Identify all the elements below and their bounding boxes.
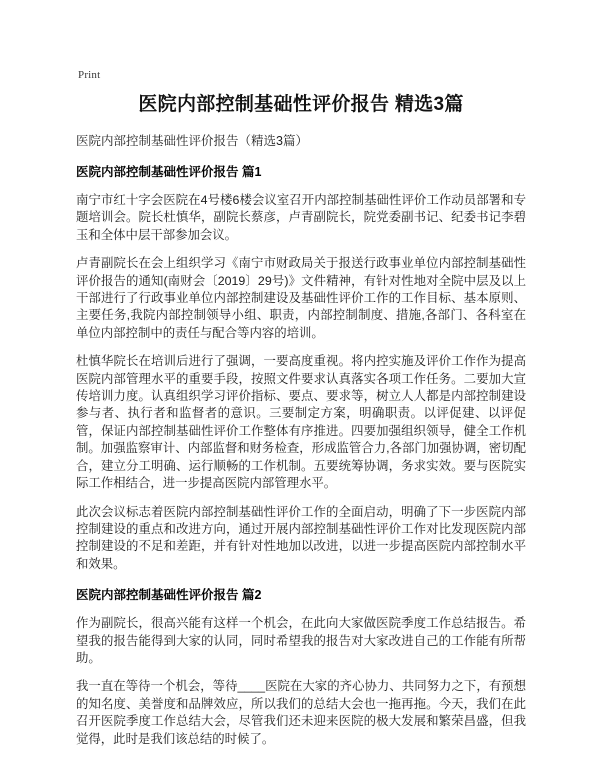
section-heading-2: 医院内部控制基础性评价报告 篇2 xyxy=(76,588,262,603)
paragraph: 杜慎华院长在培训后进行了强调，一要高度重视。将内控实施及评价工作作为提高医院内部管理水平的重要手段，按照文件要求认真落实各项工作任务。二要加大宣传培训力度。认真组织学习评价指标、要点、要求等，树立人人都是内部控制建设参与者、执行者和监督者的意识。三要制定方案，明确职责。以评促建、以评促管，保证内部控制基础性评价工作整体有序推进。四要加强组织领导，健全工作机制。加强监察审计、内部监督和财务检查，形成监管合力,各部门加强协调，密切配合，建立分工明确、运行顺畅的工作机制。五要统筹协调，务求实效。要与医院实际工作相结合，进一步提高医院内部管理水平。 xyxy=(76,354,526,491)
section-heading-1: 医院内部控制基础性评价报告 篇1 xyxy=(76,165,262,179)
print-label[interactable]: Print xyxy=(78,69,101,81)
paragraph: 卢青副院长在会上组织学习《南宁市财政局关于报送行政事业单位内部控制基础性评价报告的通知(南财会〔2019〕29号)》文件精神，有针对性地对全院中层及以上干部进行了行政事业单位内部控制建设及基础性评价工作的工作目标、基本原则、主要任务,我院内部控制领导小组、职责，内部控制制度、措施,各部门、各科室在单位内部控制中的责任与配合等内容的培训。 xyxy=(76,256,526,340)
document-subtitle: 医院内部控制基础性评价报告（精选3篇） xyxy=(76,134,308,148)
paragraph: 此次会议标志着医院内部控制基础性评价工作的全面启动，明确了下一步医院内部控制建设的重点和改进方向，通过开展内部控制基础性评价工作对比发现医院内部控制建设的不足和差距，并有针对性地加以改进，以进一步提高医院内部控制水平和效果。 xyxy=(76,504,526,571)
page-title: 医院内部控制基础性评价报告 精选3篇 xyxy=(138,94,464,115)
document-content xyxy=(76,92,526,748)
paragraph: 南宁市红十字会医院在4号楼6楼会议室召开内部控制基础性评价工作动员部署和专题培训会。院长杜慎华，副院长蔡彦，卢青副院长，院党委副书记、纪委书记李碧玉和全体中层干部参加会议。 xyxy=(76,193,526,242)
paragraph: 作为副院长，很高兴能有这样一个机会，在此向大家做医院季度工作总结报告。希望我的报告能得到大家的认同，同时希望我的报告对大家改进自己的工作能有所帮助。 xyxy=(76,616,526,665)
paragraph: 我一直在等待一个机会，等待____医院在大家的齐心协力、共同努力之下，有预想的知名度、美誉度和品牌效应，所以我们的总结大会也一拖再拖。今天，我们在此召开医院季度工作总结大会，尽管我们还未迎来医院的极大发展和繁荣昌盛，但我觉得，此时是我们该总结的时候了。 xyxy=(76,679,526,746)
